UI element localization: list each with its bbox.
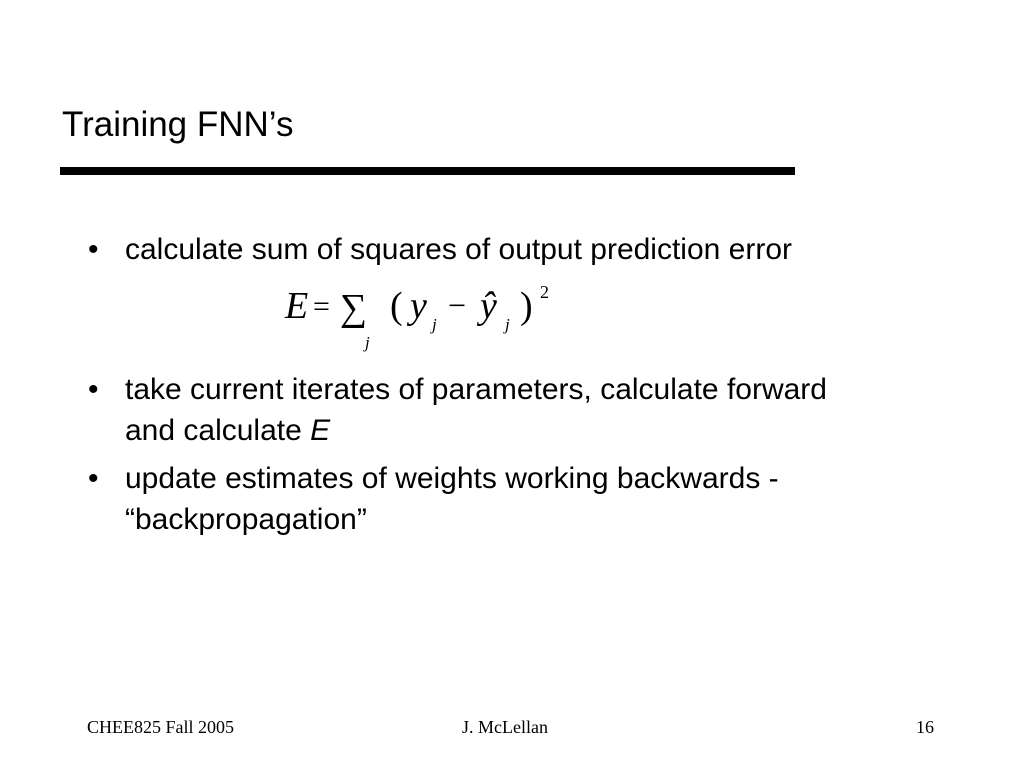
bullet-text-block bbox=[125, 369, 955, 451]
formula-sum-index: j bbox=[365, 333, 370, 352]
slide-title: Training FNN’s bbox=[62, 105, 294, 144]
bullet-text-line: “backpropagation” bbox=[125, 503, 367, 536]
bullet-marker: • bbox=[88, 233, 99, 266]
variable-E: E bbox=[310, 414, 331, 447]
bullet-text-line: take current iterates of parameters, calculate forward bbox=[125, 373, 827, 406]
footer-page-number: 16 bbox=[916, 717, 934, 737]
formula-y: y bbox=[410, 285, 427, 327]
bullet-text-line: and calculate bbox=[125, 414, 311, 447]
formula-y-hat: ŷ bbox=[480, 285, 497, 327]
footer-course: CHEE825 Fall 2005 bbox=[87, 717, 234, 737]
formula-open-paren: ( bbox=[390, 285, 403, 327]
formula-y-subscript: j bbox=[432, 315, 437, 334]
formula-sum-sign: ∑ bbox=[340, 287, 368, 329]
formula-lhs-E: E bbox=[285, 285, 309, 327]
footer-author: J. McLellan bbox=[462, 717, 548, 737]
sum-of-squares-formula bbox=[280, 278, 570, 353]
formula-minus: − bbox=[448, 287, 467, 323]
bullet-marker: • bbox=[88, 462, 99, 495]
bullet-marker: • bbox=[88, 373, 99, 406]
bullet-text-line: update estimates of weights working backwards - bbox=[125, 462, 779, 495]
formula-exponent: 2 bbox=[540, 282, 549, 302]
formula-close-paren: ) bbox=[520, 285, 533, 327]
formula-y-hat-subscript: j bbox=[505, 315, 510, 334]
title-underline bbox=[60, 167, 795, 175]
formula-equals: = bbox=[313, 290, 330, 323]
bullet-text: calculate sum of squares of output prediction error bbox=[125, 233, 793, 266]
bullet-text-block bbox=[125, 458, 955, 540]
